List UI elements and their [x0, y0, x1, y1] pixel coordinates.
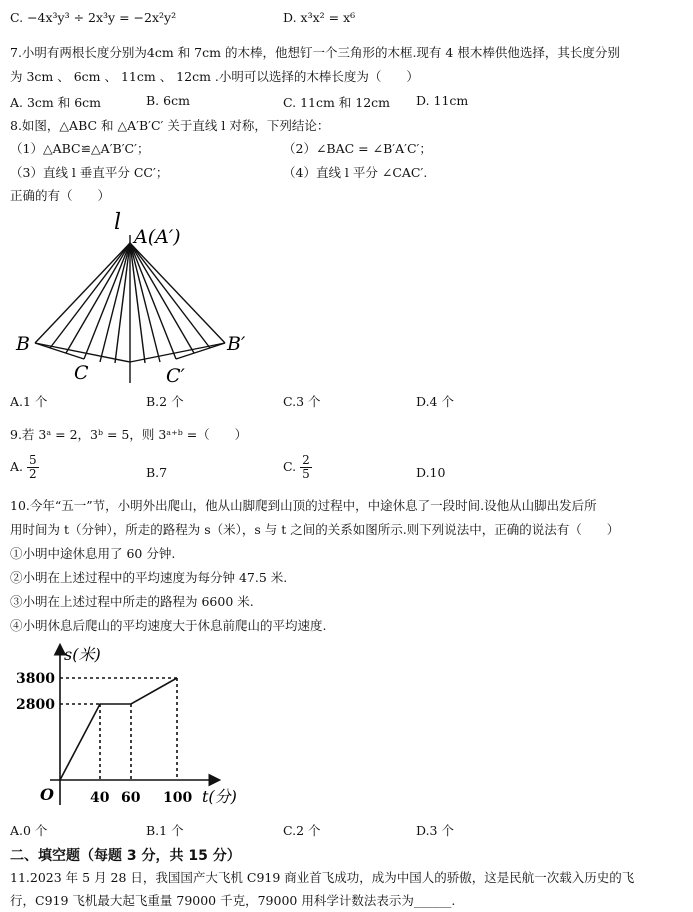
graph-x-label: t(分)	[202, 787, 237, 806]
q8-symmetry-figure	[10, 205, 260, 385]
q10-option-a: A.0 个	[10, 823, 48, 838]
graph-y-label: s(米)	[64, 645, 101, 664]
q9-option-a-numerator: 5	[29, 453, 37, 467]
q10-option-d: D.3 个	[416, 823, 454, 838]
q6-option-d: D. x³x² = x⁶	[283, 10, 356, 25]
graph-xtick-100: 100	[163, 790, 193, 806]
q10-statement-4: ④小明休息后爬山的平均速度大于休息前爬山的平均速度.	[10, 618, 327, 633]
q9-option-b: B.7	[146, 465, 168, 480]
q8-statement-3: （3）直线 l 垂直平分 CC′；	[10, 165, 169, 180]
graph-ytick-2800: 2800	[16, 697, 55, 713]
fig-label-c-prime: C′	[166, 365, 185, 385]
q11-stem-line2: 行，C919 飞机最大起飞重量 79000 千克，79000 用科学计数法表示为______.	[10, 893, 456, 908]
fig-label-b-prime: B′	[227, 333, 246, 355]
q7-option-a: A. 3cm 和 6cm	[10, 95, 102, 110]
graph-ytick-3800: 3800	[16, 671, 55, 687]
q8-option-d: D.4 个	[416, 394, 454, 409]
q9-option-d: D.10	[416, 465, 446, 480]
q9-option-c-fraction	[300, 454, 312, 481]
q8-option-b: B.2 个	[146, 394, 184, 409]
q9-option-a-denominator: 2	[29, 467, 37, 481]
fig-label-a: A(A′)	[134, 226, 181, 248]
q8-statement-4: （4）直线 l 平分 ∠CAC′.	[283, 165, 428, 180]
q10-stem-line2: 用时间为 t（分钟），所走的路程为 s（米），s 与 t 之间的关系如图所示.则下列说法中，正确的说法有（ ）	[10, 522, 620, 537]
q8-statement-1: （1）△ABC≌△A′B′C′；	[10, 141, 150, 156]
q10-statement-3: ③小明在上述过程中所走的路程为 6600 米.	[10, 594, 254, 609]
q8-option-c: C.3 个	[283, 394, 321, 409]
q9-option-c-numerator: 2	[302, 453, 310, 467]
q8-prompt: 正确的有（ ）	[10, 188, 111, 203]
fig-label-l: l	[114, 210, 122, 235]
q11-stem-line1: 11.2023 年 5 月 28 日，我国国产大飞机 C919 商业首飞成功，成为中国人的骄傲，这是民航一次载入历史的飞	[10, 870, 635, 885]
q9-option-c-label: C.	[283, 459, 297, 474]
q8-statement-2: （2）∠BAC = ∠B′A′C′；	[283, 141, 432, 156]
q7-option-c: C. 11cm 和 12cm	[283, 95, 391, 110]
graph-origin: O	[40, 785, 54, 804]
q9-option-c	[283, 454, 312, 481]
q10-statement-2: ②小明在上述过程中的平均速度为每分钟 47.5 米.	[10, 570, 288, 585]
q6-option-c: C. −4x³y³ ÷ 2x³y = −2x²y²	[10, 10, 177, 25]
q7-option-d: D. 11cm	[416, 93, 469, 108]
q10-stem-line1: 10.今年“五一”节，小明外出爬山，他从山脚爬到山顶的过程中，中途休息了一段时间.设他从山脚出发后所	[10, 498, 597, 513]
q10-option-c: C.2 个	[283, 823, 321, 838]
fig-label-c: C	[74, 362, 89, 384]
q9-option-a	[10, 454, 39, 481]
q10-option-b: B.1 个	[146, 823, 184, 838]
section-2-title: 二、填空题（每题 3 分，共 15 分）	[10, 848, 241, 864]
graph-xtick-40: 40	[90, 790, 110, 806]
graph-xtick-60: 60	[121, 790, 141, 806]
q7-stem-line2: 为 3cm 、 6cm 、 11cm 、 12cm .小明可以选择的木棒长度为（ ）	[10, 69, 419, 84]
q8-stem: 8.如图，△ABC 和 △A′B′C′ 关于直线 l 对称，下列结论：	[10, 118, 330, 133]
q9-option-a-label: A.	[10, 459, 24, 474]
fig-label-b: B	[16, 333, 30, 355]
q9-option-c-denominator: 5	[302, 467, 310, 481]
q9-stem: 9.若 3ᵃ = 2，3ᵇ = 5，则 3ᵃ⁺ᵇ =（ ）	[10, 427, 248, 442]
q7-option-b: B. 6cm	[146, 93, 190, 108]
q7-stem-line1: 7.小明有两根长度分别为4cm 和 7cm 的木棒，他想钉一个三角形的木框.现有 4 根木棒供他选择，其长度分别	[10, 45, 620, 60]
q10-distance-time-graph	[10, 640, 260, 812]
q10-statement-1: ①小明中途休息用了 60 分钟.	[10, 546, 176, 561]
q9-option-a-fraction	[27, 454, 39, 481]
q8-option-a: A.1 个	[10, 394, 48, 409]
